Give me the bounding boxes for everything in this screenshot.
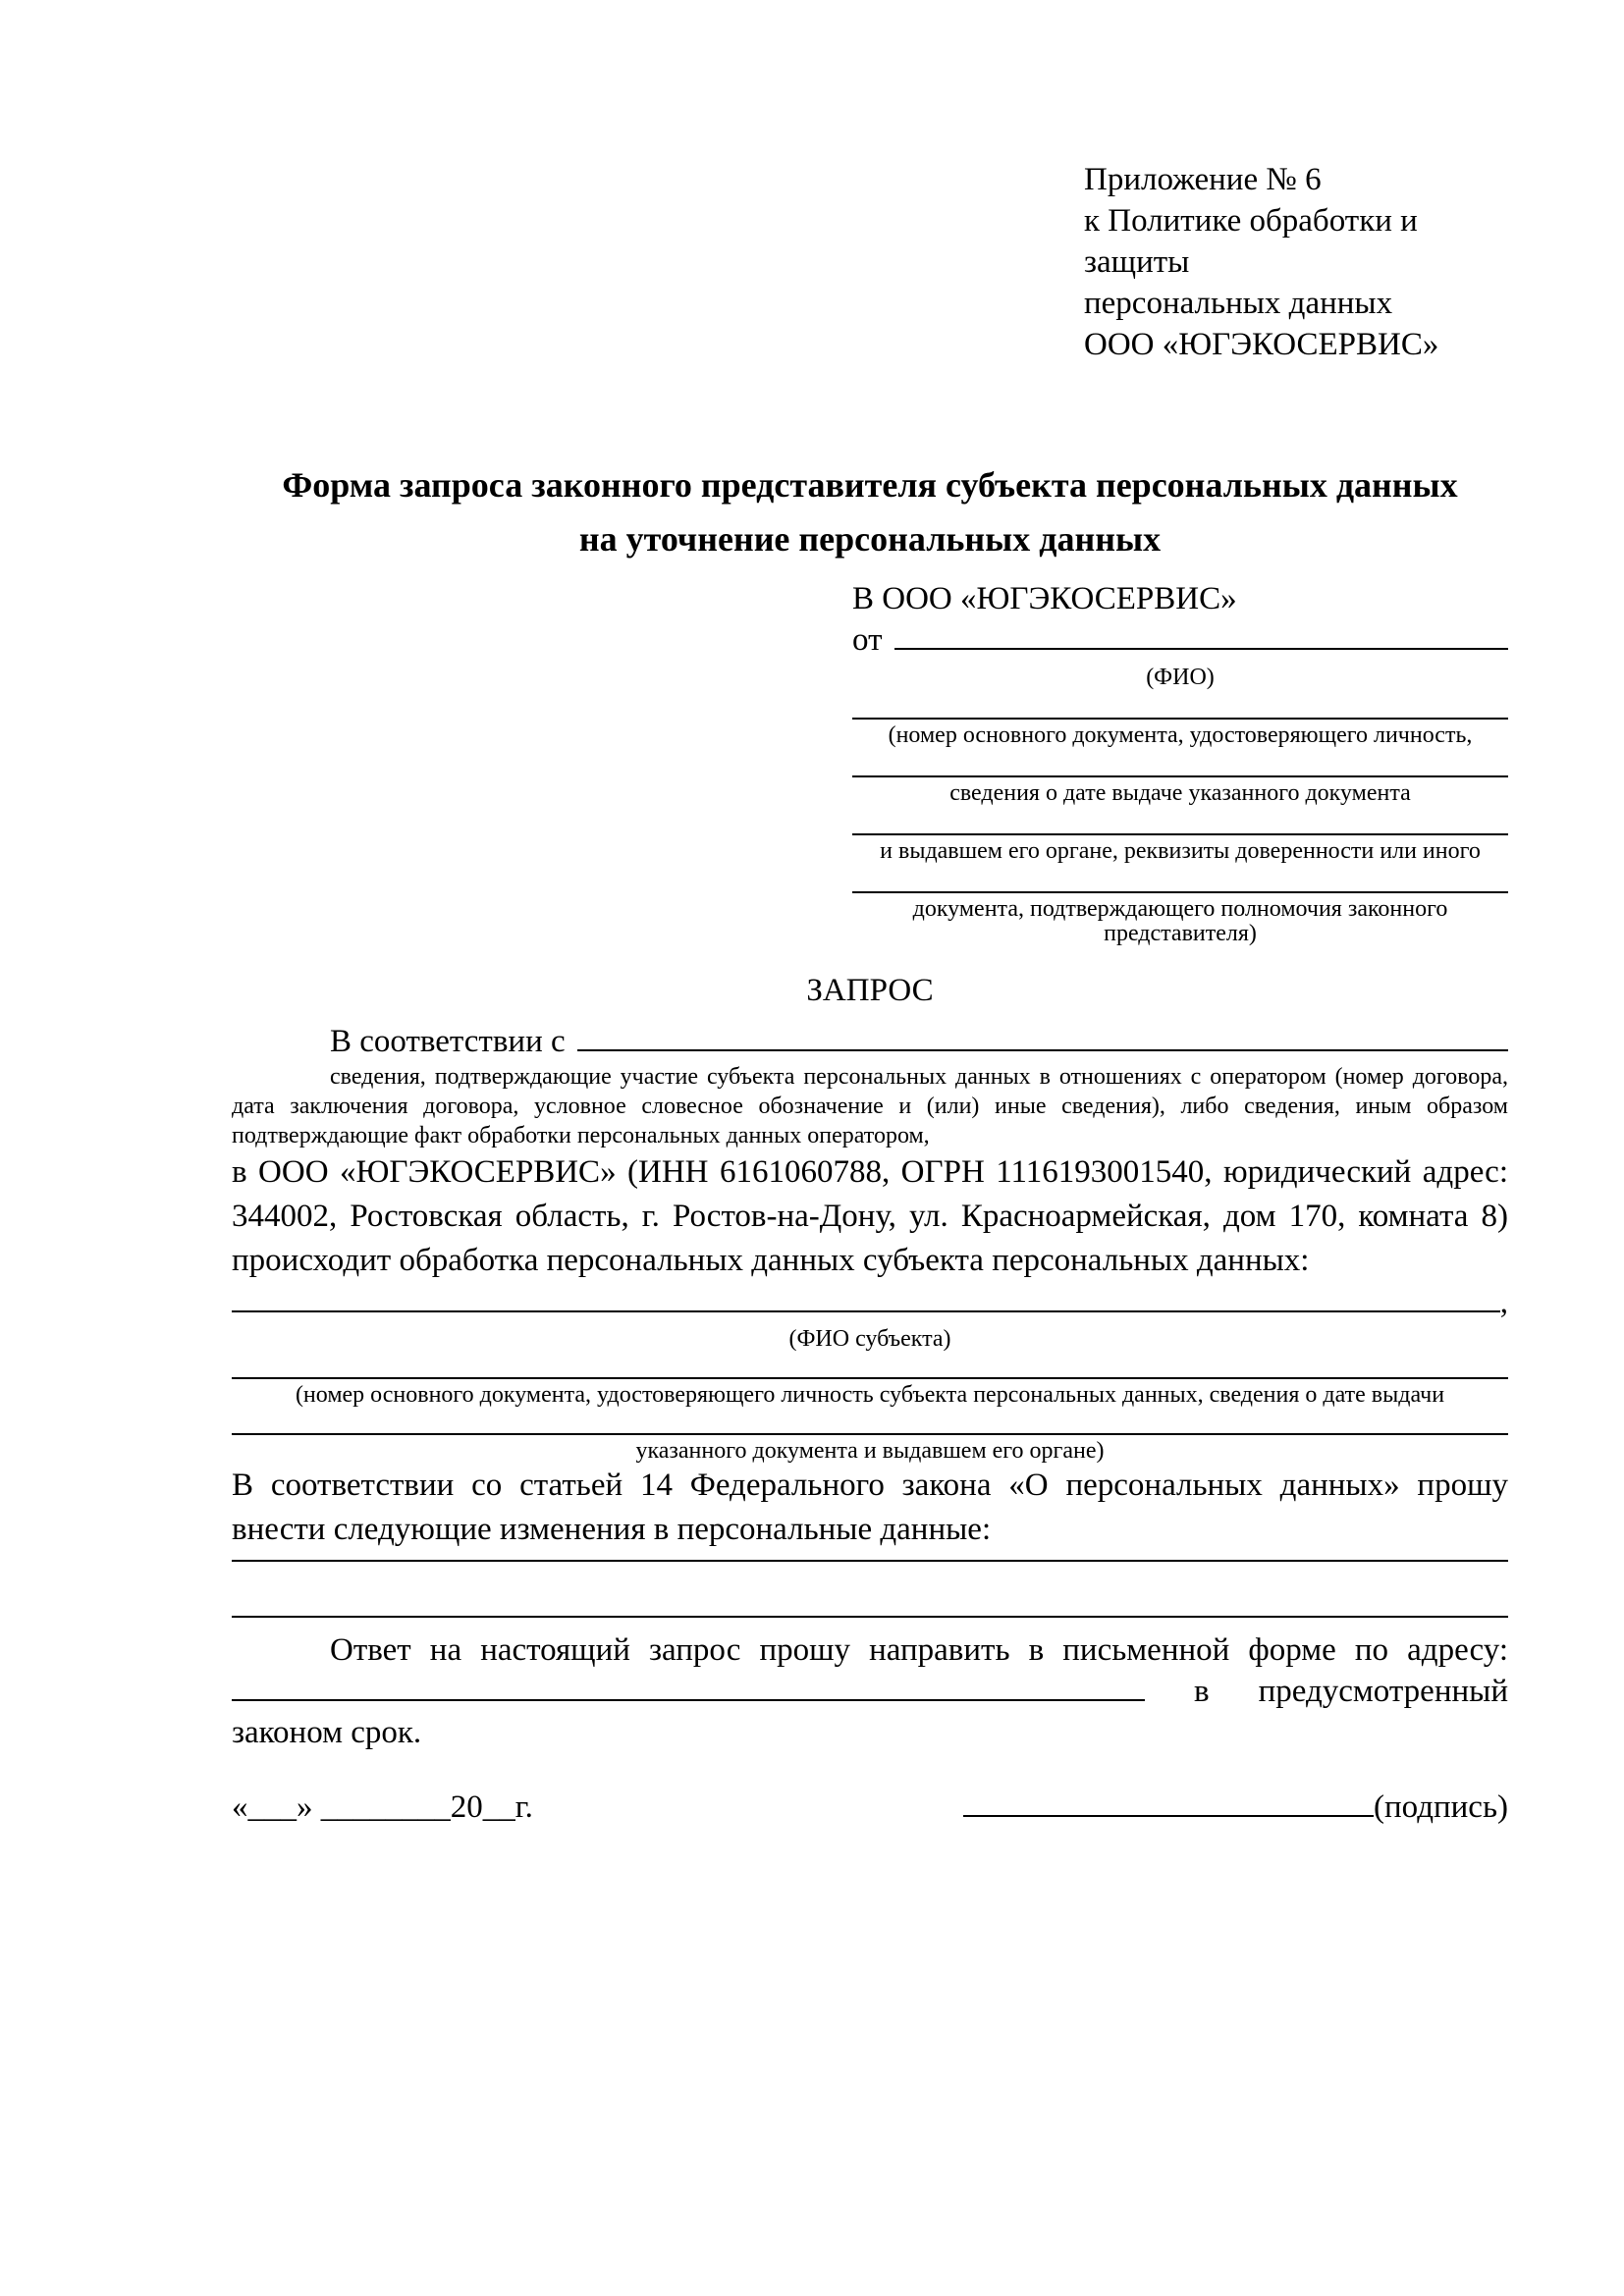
subject-fio-line bbox=[232, 1283, 1508, 1322]
operator-paragraph: в ООО «ЮГЭКОСЕРВИС» (ИНН 6161060788, ОГРН 1116193001540, юридический адрес: 344002, Ростовская область, г. Ростов-на-Дону, ул. Красноармейская, дом 170, комната 8) происходит обработка персональных данных субъекта персональных данных: bbox=[232, 1154, 1508, 1278]
subject-fio-blank-field bbox=[232, 1310, 1500, 1312]
form-title-line-1: Форма запроса законного представителя субъекта персональных данных bbox=[282, 465, 1458, 505]
applicant-doc-caption-1: (номер основного документа, удостоверяющего личность, bbox=[888, 722, 1473, 748]
form-title-line-2: на уточнение персональных данных bbox=[578, 519, 1162, 559]
according-blank-field bbox=[577, 1049, 1508, 1051]
subject-doc-caption-2: указанного документа и выдавшем его органе) bbox=[635, 1438, 1105, 1464]
applicant-doc-caption-2: сведения о дате выдаче указанного документа bbox=[949, 780, 1411, 806]
response-line-1: Ответ на настоящий запрос прошу направить в письменной форме по адресу: bbox=[330, 1632, 1508, 1668]
fio-caption: (ФИО) bbox=[1146, 665, 1215, 690]
according-line bbox=[232, 1021, 1508, 1062]
applicant-doc-blank-field-4 bbox=[852, 891, 1508, 893]
from-blank-field bbox=[894, 648, 1509, 650]
from-line bbox=[852, 619, 1508, 661]
applicant-doc-blank-field-2 bbox=[852, 775, 1508, 777]
applicant-doc-blank-field-1 bbox=[852, 718, 1508, 720]
form-title bbox=[232, 458, 1508, 566]
applicant-doc-blank-field-3 bbox=[852, 833, 1508, 835]
response-word-due: предусмотренный bbox=[1258, 1674, 1508, 1709]
addressee-to: В ООО «ЮГЭКОСЕРВИС» bbox=[852, 581, 1237, 616]
law-paragraph: В соответствии со статьей 14 Федерального закона «О персональных данных» прошу внести следующие изменения в персональные данные: bbox=[232, 1468, 1508, 1547]
changes-blank-field-2 bbox=[232, 1616, 1508, 1618]
signature-caption: (подпись) bbox=[1374, 1789, 1508, 1825]
signature-row bbox=[232, 1787, 1508, 1828]
signature-area bbox=[963, 1787, 1508, 1828]
appendix-line-4: ООО «ЮГЭКОСЕРВИС» bbox=[1084, 327, 1439, 362]
appendix-line-2: к Политике обработки и защиты bbox=[1084, 203, 1418, 280]
footnote-text: сведения, подтверждающие участие субъекта персональных данных в отношениях с оператором (номер договора, дата заключения договора, условное словесное обозначение и (или) иные сведения), либо сведения, иным образом подтверждающие факт обработки персональных данных оператором, bbox=[232, 1064, 1508, 1148]
appendix-line-3: персональных данных bbox=[1084, 286, 1393, 321]
request-heading: ЗАПРОС bbox=[806, 973, 934, 1008]
response-line-3: законом срок. bbox=[232, 1715, 422, 1750]
subject-doc-blank-field-2 bbox=[232, 1433, 1508, 1435]
addressee-block bbox=[852, 578, 1508, 946]
appendix-block bbox=[1084, 159, 1508, 365]
trailing-comma: , bbox=[1499, 1285, 1508, 1320]
applicant-doc-caption-4: документа, подтверждающего полномочия законного представителя) bbox=[912, 896, 1448, 946]
according-prefix: В соответствии с bbox=[330, 1024, 566, 1059]
applicant-doc-caption-3: и выдавшем его органе, реквизиты доверенности или иного bbox=[880, 838, 1481, 864]
address-blank-field bbox=[232, 1699, 1145, 1701]
changes-blank-field-1 bbox=[232, 1560, 1508, 1562]
response-word-in: в bbox=[1194, 1674, 1210, 1709]
subject-doc-blank-field-1 bbox=[232, 1377, 1508, 1379]
from-label: от bbox=[852, 622, 883, 658]
appendix-line-1: Приложение № 6 bbox=[1084, 162, 1322, 197]
subject-fio-caption: (ФИО субъекта) bbox=[788, 1326, 951, 1352]
date-line: «___» ________20__г. bbox=[232, 1789, 533, 1825]
response-line-2 bbox=[232, 1671, 1508, 1712]
subject-doc-caption-1: (номер основного документа, удостоверяющего личность субъекта персональных данных, сведения о дате выдачи bbox=[295, 1382, 1445, 1408]
signature-blank-field bbox=[963, 1815, 1374, 1817]
